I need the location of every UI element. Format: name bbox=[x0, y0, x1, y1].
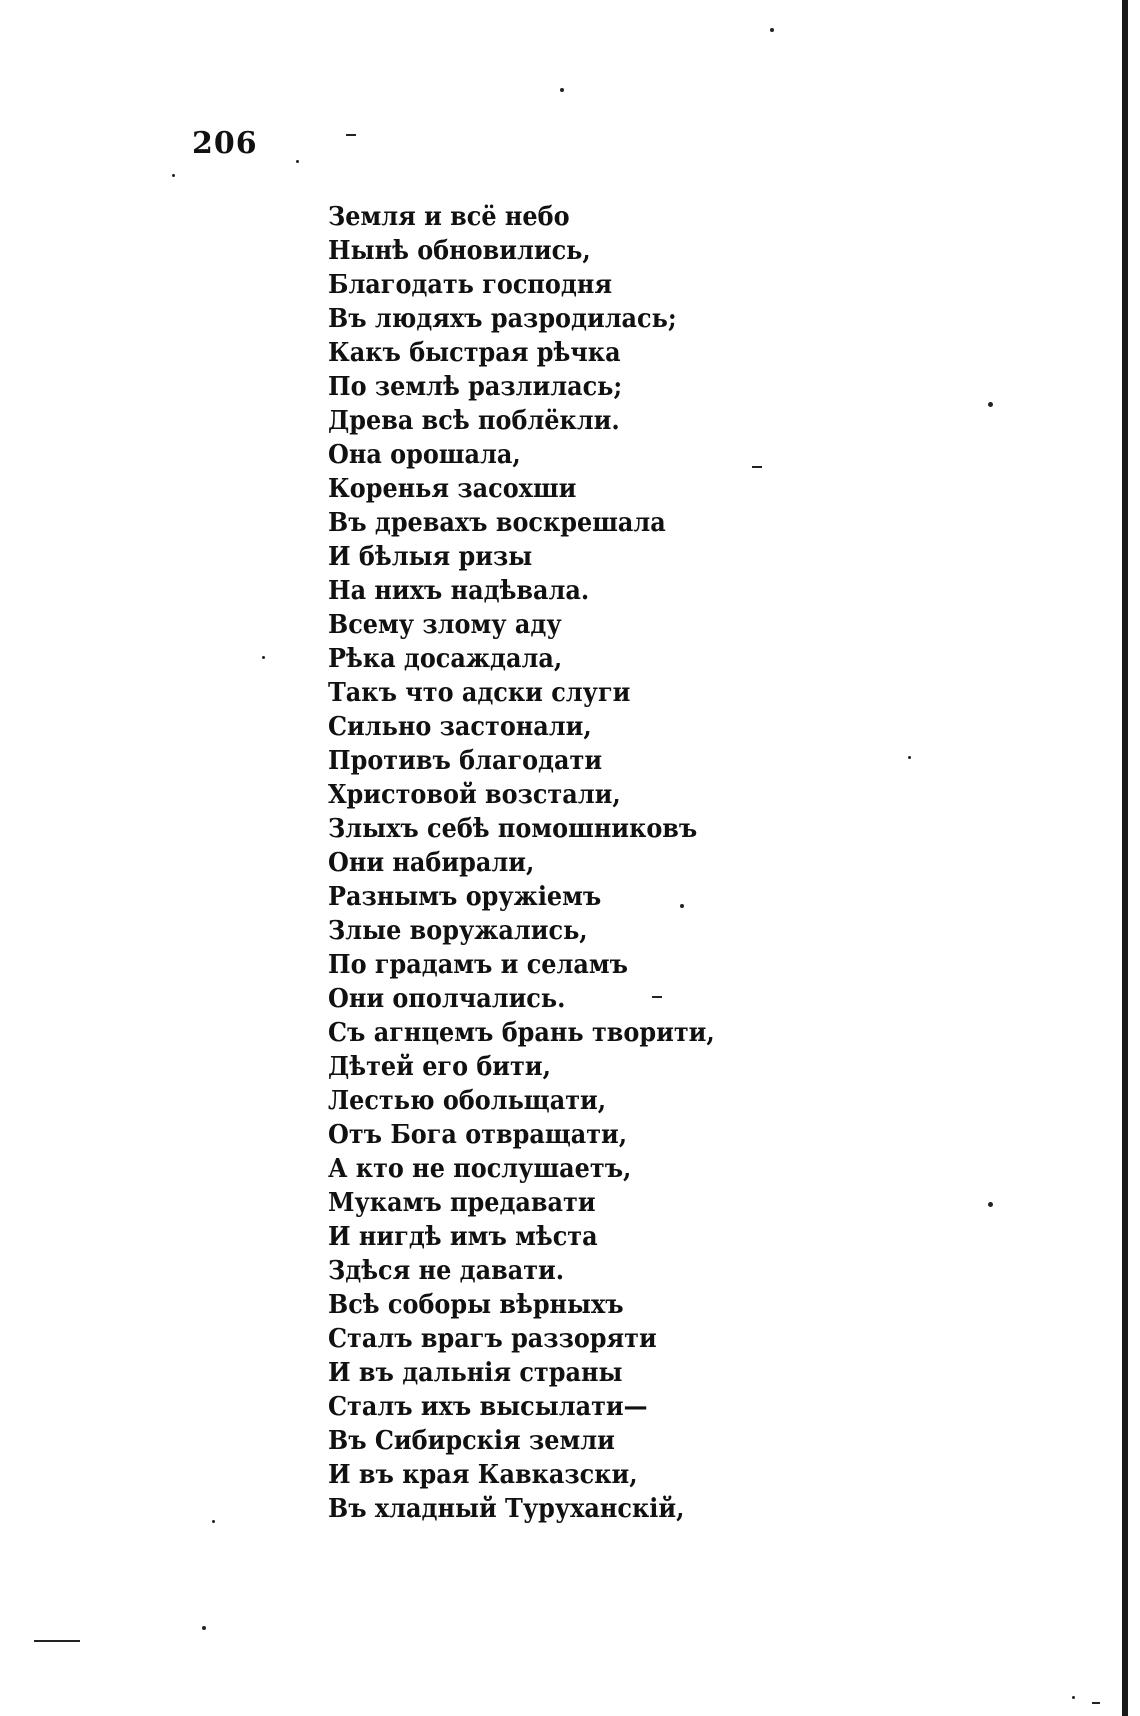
scan-speck bbox=[988, 1202, 993, 1207]
poem-line: И въ дальнія страны bbox=[328, 1358, 623, 1388]
scan-speck bbox=[202, 1626, 206, 1630]
page-edge-shadow bbox=[1122, 0, 1128, 1716]
poem-line: Земля и всё небо bbox=[328, 202, 570, 232]
poem-line: Въ хладный Туруханскій, bbox=[328, 1494, 685, 1524]
poem-line: И въ края Кавказски, bbox=[328, 1460, 638, 1490]
poem-text bbox=[328, 200, 1048, 1526]
poem-line: Злыхъ себѣ помошниковъ bbox=[328, 814, 698, 844]
poem-line: Они ополчались. bbox=[328, 984, 566, 1014]
scan-speck bbox=[212, 1520, 215, 1523]
poem-line: Христовой возстали, bbox=[328, 780, 621, 810]
scan-speck bbox=[988, 402, 993, 407]
scan-mark bbox=[34, 1640, 80, 1642]
poem-line: Отъ Бога отвращати, bbox=[328, 1120, 628, 1150]
poem-line: По землѣ разлилась; bbox=[328, 372, 623, 402]
poem-line: Нынѣ обновились, bbox=[328, 236, 591, 266]
poem-line: Здѣся не давати. bbox=[328, 1256, 565, 1286]
poem-line: Какъ быстрая рѣчка bbox=[328, 338, 621, 368]
scan-speck bbox=[680, 904, 684, 908]
poem-line: Дѣтей его бити, bbox=[328, 1052, 551, 1082]
poem-line: Сталъ ихъ высылати— bbox=[328, 1392, 648, 1422]
scan-speck bbox=[172, 174, 175, 177]
page-number: 206 bbox=[192, 126, 258, 161]
scan-mark bbox=[1092, 1702, 1100, 1704]
scan-speck bbox=[296, 160, 299, 163]
poem-line: И бѣлыя ризы bbox=[328, 542, 533, 572]
poem-line: Благодать господня bbox=[328, 270, 613, 300]
scan-speck bbox=[560, 88, 564, 92]
poem-line: Мукамъ предавати bbox=[328, 1188, 596, 1218]
poem-line: Коренья засохши bbox=[328, 474, 577, 504]
poem-line: Съ агнцемъ брань творити, bbox=[328, 1018, 715, 1048]
poem-line: Лестью обольщати, bbox=[328, 1086, 607, 1116]
poem-line: Въ Сибирскія земли bbox=[328, 1426, 615, 1456]
poem-line: По градамъ и селамъ bbox=[328, 950, 629, 980]
scan-mark bbox=[652, 996, 662, 998]
poem-line: Рѣка досаждала, bbox=[328, 644, 563, 674]
poem-line: Злые вoружались, bbox=[328, 916, 588, 946]
poem-line: Такъ что адски слуги bbox=[328, 678, 631, 708]
scan-speck bbox=[262, 656, 265, 659]
poem-line: Въ людяхъ разродилась; bbox=[328, 304, 677, 334]
poem-line: А кто не послушаетъ, bbox=[328, 1154, 632, 1184]
poem-line: На нихъ надѣвала. bbox=[328, 576, 590, 606]
poem-line: Древа всѣ поблёкли. bbox=[328, 406, 620, 436]
poem-line: Сталъ врагъ раззоряти bbox=[328, 1324, 657, 1354]
poem-line: Они набирали, bbox=[328, 848, 535, 878]
poem-line: Въ древахъ воскрешала bbox=[328, 508, 666, 538]
scan-mark bbox=[346, 134, 356, 136]
poem-line: Противъ благодати bbox=[328, 746, 603, 776]
poem-line: И нигдѣ имъ мѣста bbox=[328, 1222, 598, 1252]
poem-line: Она орошала, bbox=[328, 440, 521, 470]
scan-mark bbox=[752, 466, 762, 468]
poem-line: Разнымъ оружіемъ bbox=[328, 882, 602, 912]
scan-speck bbox=[770, 28, 774, 32]
poem-line: Всему злому аду bbox=[328, 610, 562, 640]
poem-line: Всѣ соборы вѣрныхъ bbox=[328, 1290, 624, 1320]
scan-speck bbox=[908, 756, 911, 759]
scan-speck bbox=[1072, 1696, 1075, 1699]
poem-line: Сильно застонали, bbox=[328, 712, 592, 742]
